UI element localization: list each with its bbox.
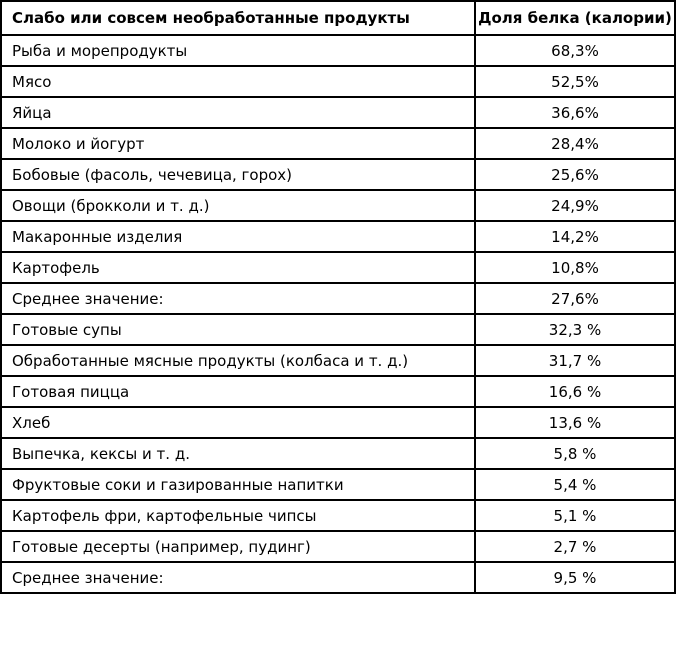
table-body: [1, 35, 675, 593]
protein-share-cell: 31,7 %: [475, 345, 675, 376]
protein-share-cell: 16,6 %: [475, 376, 675, 407]
protein-share-cell: 32,3 %: [475, 314, 675, 345]
product-name-cell: Картофель: [1, 252, 475, 283]
protein-share-cell: 5,8 %: [475, 438, 675, 469]
protein-share-cell: 10,8%: [475, 252, 675, 283]
product-name-cell: Готовые десерты (например, пудинг): [1, 531, 475, 562]
table-row: [1, 35, 675, 66]
product-name-cell: Среднее значение:: [1, 562, 475, 593]
table-row: [1, 128, 675, 159]
product-name-cell: Яйца: [1, 97, 475, 128]
product-name-cell: Рыба и морепродукты: [1, 35, 475, 66]
product-name-cell: Среднее значение:: [1, 283, 475, 314]
product-name-cell: Мясо: [1, 66, 475, 97]
protein-share-cell: 2,7 %: [475, 531, 675, 562]
protein-share-cell: 28,4%: [475, 128, 675, 159]
product-name-cell: Готовые супы: [1, 314, 475, 345]
table-row: [1, 562, 675, 593]
product-name-cell: Выпечка, кексы и т. д.: [1, 438, 475, 469]
protein-share-cell: 52,5%: [475, 66, 675, 97]
table-row: [1, 438, 675, 469]
table-row: [1, 190, 675, 221]
table-row: [1, 97, 675, 128]
table-row: [1, 376, 675, 407]
table-row: [1, 66, 675, 97]
product-name-cell: Обработанные мясные продукты (колбаса и т. д.): [1, 345, 475, 376]
protein-share-cell: 25,6%: [475, 159, 675, 190]
table-row: [1, 469, 675, 500]
protein-share-cell: 68,3%: [475, 35, 675, 66]
product-name-cell: Фруктовые соки и газированные напитки: [1, 469, 475, 500]
product-name-cell: Картофель фри, картофельные чипсы: [1, 500, 475, 531]
table-row: [1, 283, 675, 314]
product-name-cell: Бобовые (фасоль, чечевица, горох): [1, 159, 475, 190]
protein-share-cell: 27,6%: [475, 283, 675, 314]
protein-share-cell: 9,5 %: [475, 562, 675, 593]
product-name-cell: Молоко и йогурт: [1, 128, 475, 159]
table-row: [1, 221, 675, 252]
table-header-row: [1, 1, 675, 35]
protein-share-cell: 5,4 %: [475, 469, 675, 500]
protein-share-cell: 36,6%: [475, 97, 675, 128]
table-row: [1, 531, 675, 562]
product-name-cell: Готовая пицца: [1, 376, 475, 407]
product-name-cell: Хлеб: [1, 407, 475, 438]
protein-share-cell: 13,6 %: [475, 407, 675, 438]
table-row: [1, 407, 675, 438]
column-header-product: Слабо или совсем необработанные продукты: [1, 1, 475, 35]
product-name-cell: Овощи (брокколи и т. д.): [1, 190, 475, 221]
protein-share-cell: 24,9%: [475, 190, 675, 221]
column-header-protein: Доля белка (калории): [475, 1, 675, 35]
table-row: [1, 252, 675, 283]
protein-share-cell: 14,2%: [475, 221, 675, 252]
product-name-cell: Макаронные изделия: [1, 221, 475, 252]
table-row: [1, 500, 675, 531]
table-row: [1, 345, 675, 376]
table-row: [1, 314, 675, 345]
table-row: [1, 159, 675, 190]
protein-share-cell: 5,1 %: [475, 500, 675, 531]
